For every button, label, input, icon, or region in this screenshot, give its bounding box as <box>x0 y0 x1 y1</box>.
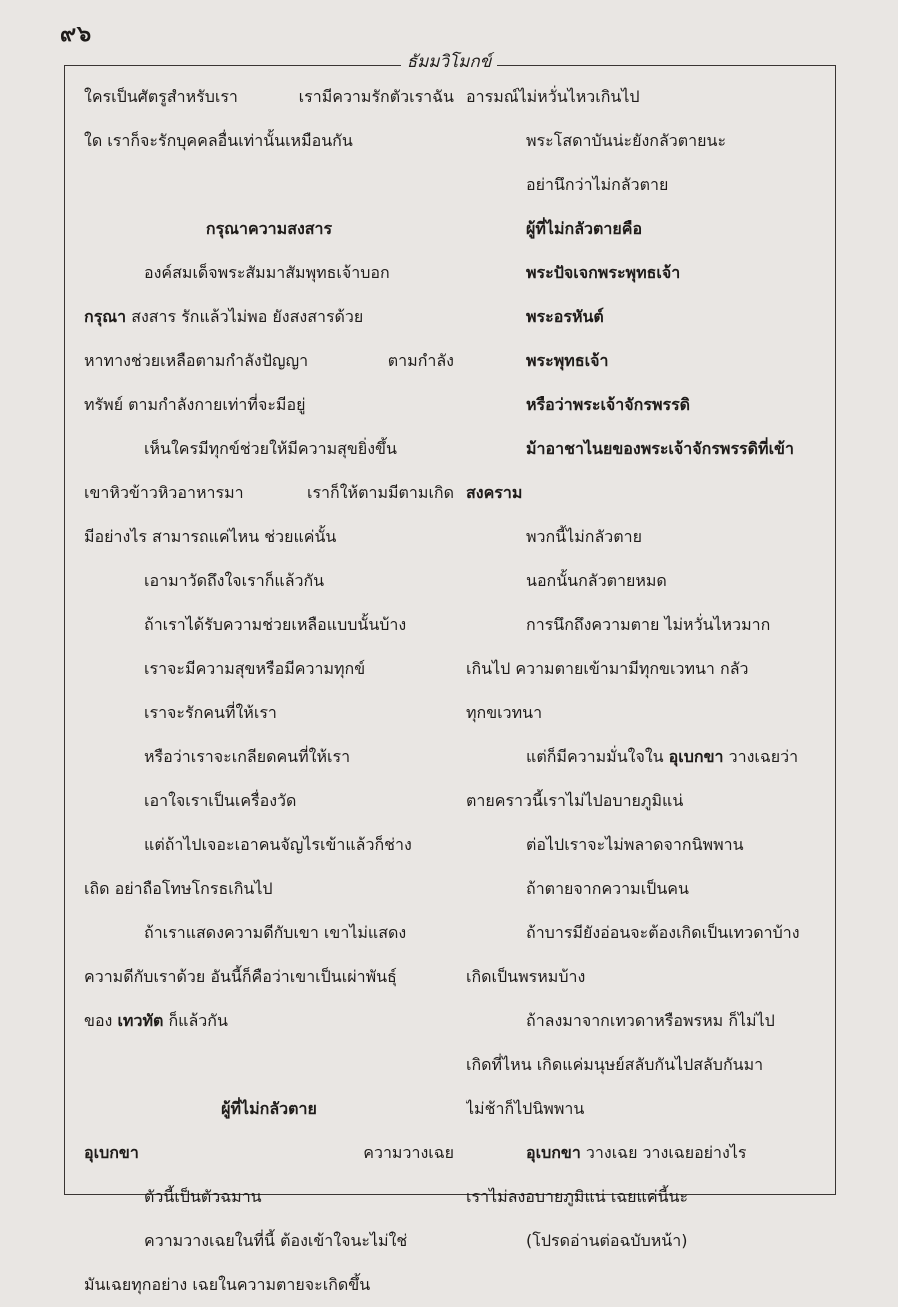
section-heading: กรุณาความสงสาร <box>205 219 333 238</box>
text-line: ถ้าเราแสดงความดีกับเขา เขาไม่แสดง <box>144 923 407 942</box>
header-title: ธัมมวิโมกข์ <box>401 52 498 72</box>
text-line <box>84 75 454 119</box>
text-segment: หาทางช่วยเหลือตามกำลังปัญญา <box>84 351 309 370</box>
text-line: หรือว่าพระเจ้าจักรพรรดิ <box>526 395 691 414</box>
text-line: พระอรหันต์ <box>526 307 604 326</box>
text-line: ความดีกับเราด้วย อันนี้ก็คือว่าเขาเป็นเผ่าพันธุ์ <box>84 967 397 986</box>
text-line: เอามาวัดถึงใจเราก็แล้วกัน <box>144 571 325 590</box>
text-line: เกินไป ความตายเข้ามามีทุกขเวทนา กลัว <box>466 659 749 678</box>
text-line <box>84 471 454 515</box>
text-line: พระพุทธเจ้า <box>526 351 609 370</box>
text-line: นอกนั้นกลัวตายหมด <box>526 571 667 590</box>
text-line: ใด เราก็จะรักบุคคลอื่นเท่านั้นเหมือนกัน <box>84 131 353 150</box>
text-segment: ใครเป็นศัตรูสำหรับเรา <box>84 87 238 106</box>
text-line: พระโสดาบันน่ะยังกลัวตายนะ <box>526 131 727 150</box>
text-line: ต่อไปเราจะไม่พลาดจากนิพพาน <box>526 835 744 854</box>
text-line: แต่ก็มีความมั่นใจใน อุเบกขา วางเฉยว่า <box>526 747 799 766</box>
section-heading: ผู้ที่ไม่กลัวตาย <box>221 1099 317 1118</box>
text-line <box>84 163 454 207</box>
text-line <box>84 1131 454 1175</box>
text-line: เราจะมีความสุขหรือมีความทุกข์ <box>144 659 366 678</box>
text-segment: เขาหิวข้าวหิวอาหารมา <box>84 483 244 502</box>
text-line: เกิดที่ไหน เกิดแค่มนุษย์สลับกันไปสลับกันมา <box>466 1055 764 1074</box>
text-line: ตัวนี้เป็นตัวฉมาน <box>144 1187 262 1206</box>
text-line: การนึกถึงความตาย ไม่หวั่นไหวมาก <box>526 615 771 634</box>
text-line: (โปรดอ่านต่อฉบับหน้า) <box>526 1231 688 1250</box>
text-line: ของ เทวทัต ก็แล้วกัน <box>84 1011 228 1030</box>
right-column <box>466 75 836 1263</box>
text-line: ม้าอาชาไนยของพระเจ้าจักรพรรดิที่เข้า <box>526 439 794 458</box>
text-line: สงคราม <box>466 483 523 502</box>
text-line: ถ้าตายจากความเป็นคน <box>526 879 689 898</box>
text-line: องค์สมเด็จพระสัมมาสัมพุทธเจ้าบอก <box>144 263 390 282</box>
text-line: ความวางเฉยในที่นี้ ต้องเข้าใจนะไม่ใช่ <box>144 1231 408 1250</box>
text-line: เกิดเป็นพรหมบ้าง <box>466 967 586 986</box>
emphasis-term: เทวทัต <box>117 1011 164 1030</box>
text-line: อารมณ์ไม่หวั่นไหวเกินไป <box>466 87 640 106</box>
emphasis-term: อุเบกขา <box>668 747 724 766</box>
text-line: ผู้ที่ไม่กลัวตายคือ <box>526 219 643 238</box>
running-header <box>0 48 898 75</box>
text-line: ถ้าลงมาจากเทวดาหรือพรหม ก็ไม่ไป <box>526 1011 775 1030</box>
text-line: พวกนี้ไม่กลัวตาย <box>526 527 642 546</box>
text-segment: อุเบกขา <box>84 1143 139 1162</box>
text-line <box>84 339 454 383</box>
text-line <box>84 1043 454 1087</box>
text-line: เราไม่ลงอบายภูมิแน่ เฉยแค่นี้นะ <box>466 1187 689 1206</box>
emphasis-term: อุเบกขา <box>526 1143 581 1162</box>
text-line: เราจะรักคนที่ให้เรา <box>144 703 277 722</box>
text-line: มีอย่างไร สามารถแค่ไหน ช่วยแค่นั้น <box>84 527 337 546</box>
text-segment: ตามกำลัง <box>387 351 454 370</box>
text-line: เถิด อย่าถือโทษโกรธเกินไป <box>84 879 273 898</box>
emphasis-term: กรุณา <box>84 307 127 326</box>
text-line: ถ้าบารมียังอ่อนจะต้องเกิดเป็นเทวดาบ้าง <box>526 923 800 942</box>
text-line: หรือว่าเราจะเกลียดคนที่ให้เรา <box>144 747 351 766</box>
text-line: เอาใจเราเป็นเครื่องวัด <box>144 791 297 810</box>
text-segment: ความวางเฉย <box>363 1143 454 1162</box>
text-line: อุเบกขา วางเฉย วางเฉยอย่างไร <box>526 1143 747 1162</box>
text-segment: เรามีความรักตัวเราฉัน <box>298 87 454 106</box>
text-line: ไม่ช้าก็ไปนิพพาน <box>466 1099 585 1118</box>
text-line: แต่ถ้าไปเจอะเอาคนจัญไรเข้าแล้วก็ช่าง <box>144 835 412 854</box>
text-line: กรุณา สงสาร รักแล้วไม่พอ ยังสงสารด้วย <box>84 307 364 326</box>
text-line: อย่านึกว่าไม่กลัวตาย <box>526 175 669 194</box>
text-line: พระปัจเจกพระพุทธเจ้า <box>526 263 681 282</box>
text-line: ทุกขเวทนา <box>466 703 543 722</box>
text-line: มันเฉยทุกอย่าง เฉยในความตายจะเกิดขึ้น <box>84 1275 371 1294</box>
page-number: ๙๖ <box>60 22 93 47</box>
text-line: ตายคราวนี้เราไม่ไปอบายภูมิแน่ <box>466 791 684 810</box>
text-line: ทรัพย์ ตามกำลังกายเท่าที่จะมีอยู่ <box>84 395 306 414</box>
text-line: เห็นใครมีทุกข์ช่วยให้มีความสุขยิ่งขึ้น <box>144 439 397 458</box>
left-column <box>84 75 454 1307</box>
text-line: ถ้าเราได้รับความช่วยเหลือแบบนั้นบ้าง <box>144 615 407 634</box>
text-segment: เราก็ให้ตามมีตามเกิด <box>306 483 454 502</box>
